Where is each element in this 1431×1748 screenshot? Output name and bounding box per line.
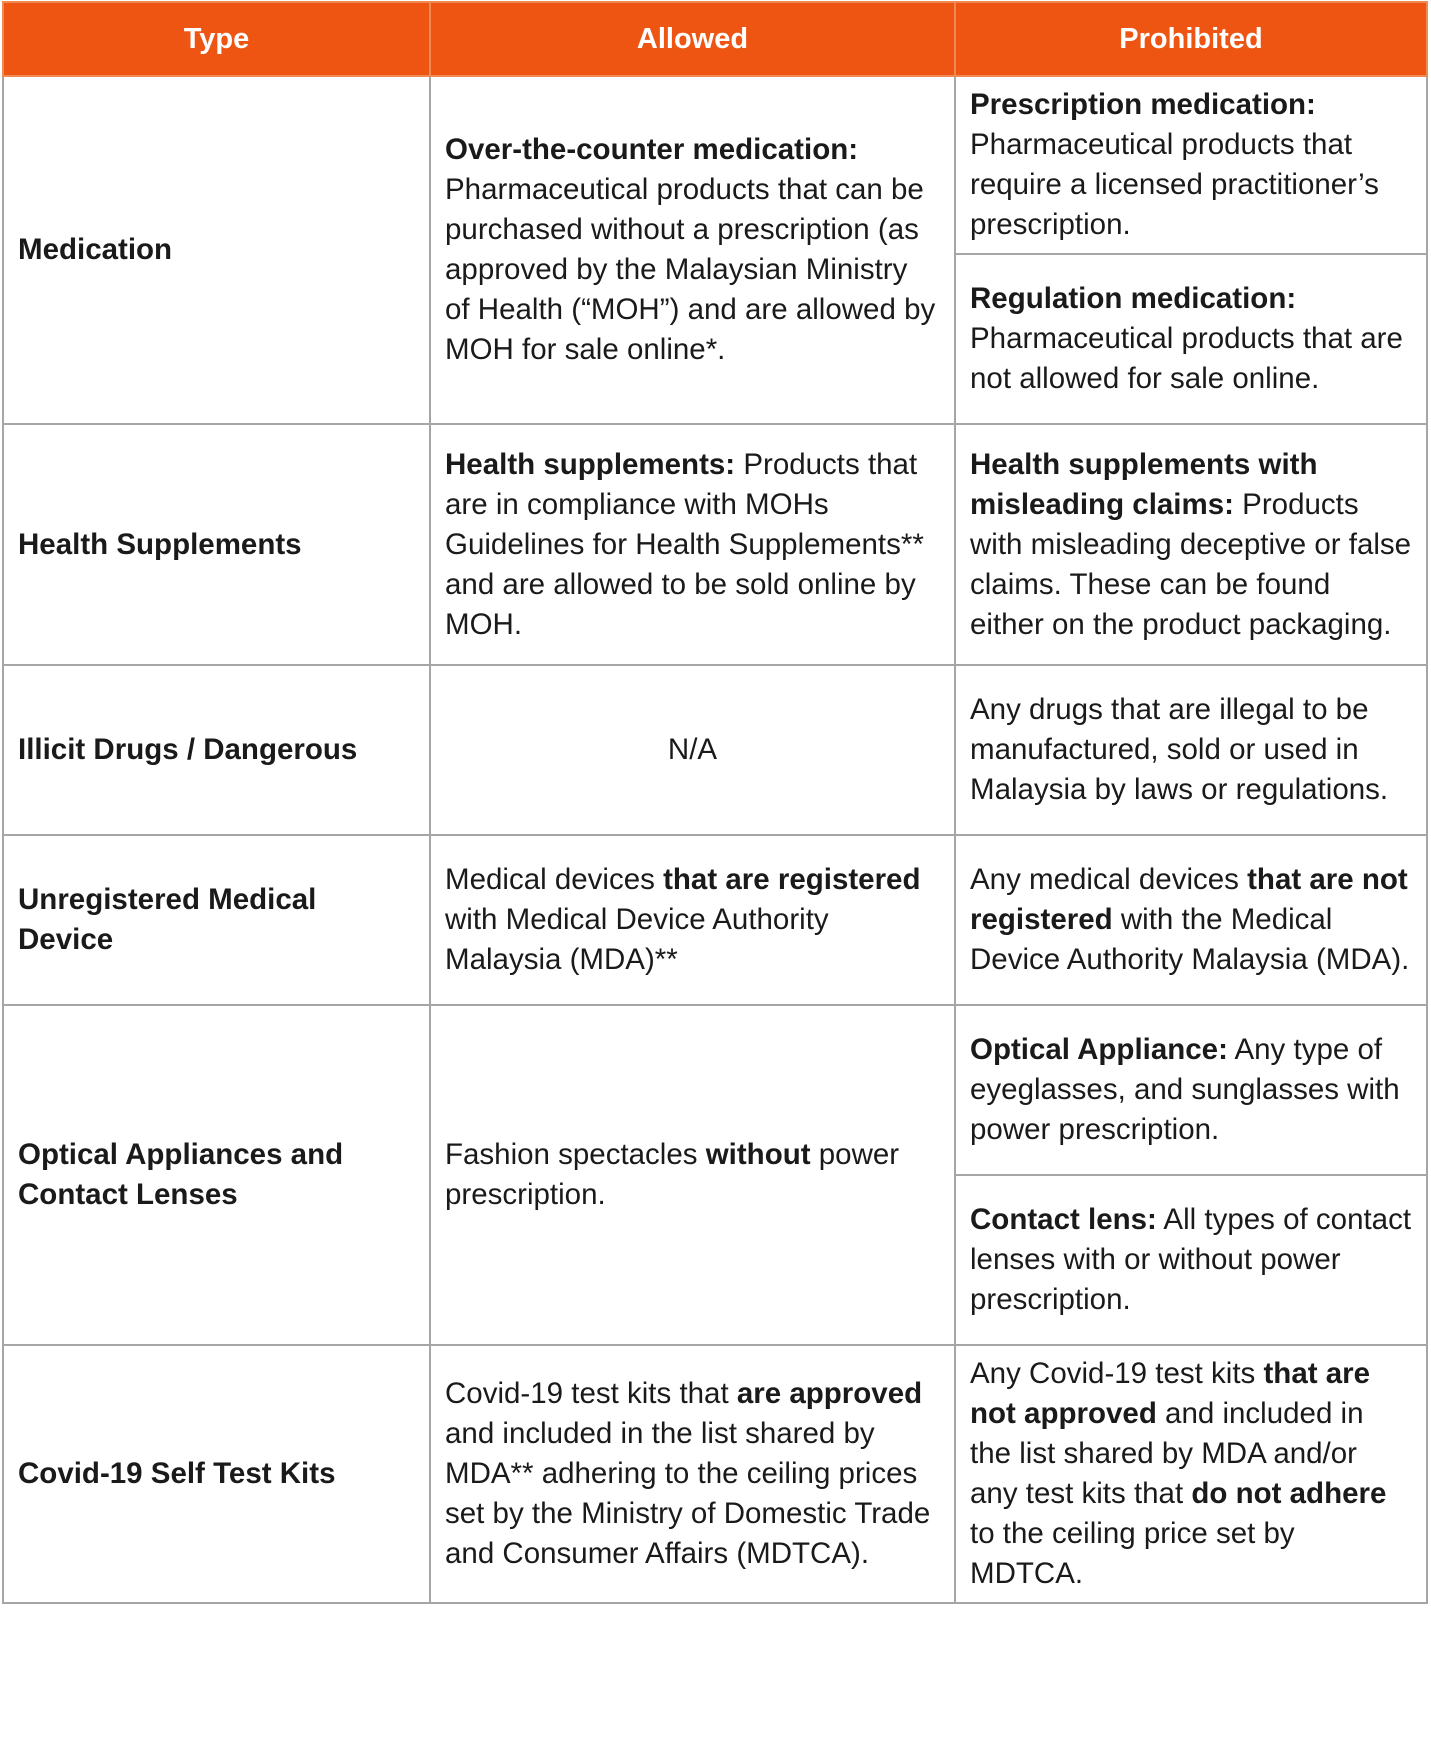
text: power prescription. [445,1138,900,1211]
cell-prohibited [955,1005,1427,1175]
table-row [3,835,1427,1005]
text: and included in the list shared by MDA** adhering to the ceiling prices set by the Ministry of Domestic Trade and Consumer Affairs (MDTCA). [445,1417,931,1570]
cell-allowed [430,424,955,665]
cell-prohibited [955,254,1427,424]
header-prohibited: Prohibited [955,2,1427,76]
text: N/A [667,733,718,766]
text: Any Covid-19 test kits [970,1357,1264,1390]
bold-text: Health supplements with misleading claims: [970,447,1318,521]
cell-prohibited [955,1175,1427,1345]
text: with the Medical Device Authority Malaysia (MDA). [970,903,1410,976]
bold-text: Health supplements: [445,447,736,481]
header-type: Type [3,2,430,76]
bold-text: Over-the-counter medication: [445,133,859,166]
bold-text: are approved [736,1377,923,1410]
text: Products with misleading deceptive or false claims. These can be found either on the product packaging. [970,487,1412,641]
policy-table [2,1,1428,1604]
text: to the ceiling price set by MDTCA. [970,1517,1295,1590]
bold-text: do not adhere [1191,1477,1387,1510]
text: Medical devices [445,863,664,896]
table-row [3,665,1427,835]
cell-type: Medication [3,76,430,424]
text: with Medical Device Authority Malaysia (MDA)** [445,903,829,976]
cell-prohibited [955,424,1427,665]
cell-prohibited [955,665,1427,835]
text: Pharmaceutical products that can be purchased without a prescription (as approved by the Malaysian Ministry of Health (“MOH”) and are allowed by MOH for sale online*. [445,173,936,366]
text: Products that are in compliance with MOHs Guidelines for Health Supplements** and are allowed to be sold online by MOH. [445,447,924,641]
header-allowed: Allowed [430,2,955,76]
text: and included in the list shared by MDA and/or any test kits that [970,1397,1364,1510]
text: Any type of eyeglasses, and sunglasses with power prescription. [970,1033,1400,1146]
table-row [3,1005,1427,1175]
cell-prohibited [955,76,1427,254]
cell-type: Health Supplements [3,424,430,665]
cell-prohibited [955,1345,1427,1603]
cell-type: Unregistered Medical Device [3,835,430,1005]
text: Any drugs that are illegal to be manufactured, sold or used in Malaysia by laws or regulations. [970,693,1389,806]
cell-type: Illicit Drugs / Dangerous [3,665,430,835]
text: All types of contact lenses with or without power prescription. [970,1203,1412,1316]
cell-allowed [430,1345,955,1603]
text: Any medical devices [970,863,1248,896]
bold-text: Prescription medication: [970,88,1316,121]
bold-text: Contact lens: [970,1203,1157,1236]
table-row [3,76,1427,254]
cell-allowed [430,665,955,835]
text: Pharmaceutical products that are not allowed for sale online. [970,322,1403,395]
table-row [3,424,1427,665]
cell-allowed [430,835,955,1005]
bold-text: Optical Appliance: [970,1033,1228,1066]
bold-text: that are not registered [970,863,1408,936]
text: Pharmaceutical products that require a licensed practitioner’s prescription. [970,128,1379,241]
cell-prohibited [955,835,1427,1005]
text: Covid-19 test kits that [445,1377,737,1410]
header-row [3,2,1427,76]
cell-type: Optical Appliances and Contact Lenses [3,1005,430,1345]
cell-type: Covid-19 Self Test Kits [3,1345,430,1603]
bold-text: that are not approved [970,1357,1371,1430]
table-row [3,1345,1427,1603]
bold-text: that are registered [663,863,921,896]
text: Fashion spectacles [445,1138,706,1171]
bold-text: without [705,1138,811,1171]
cell-allowed [430,76,955,424]
bold-text: Regulation medication: [970,282,1297,315]
cell-allowed [430,1005,955,1345]
